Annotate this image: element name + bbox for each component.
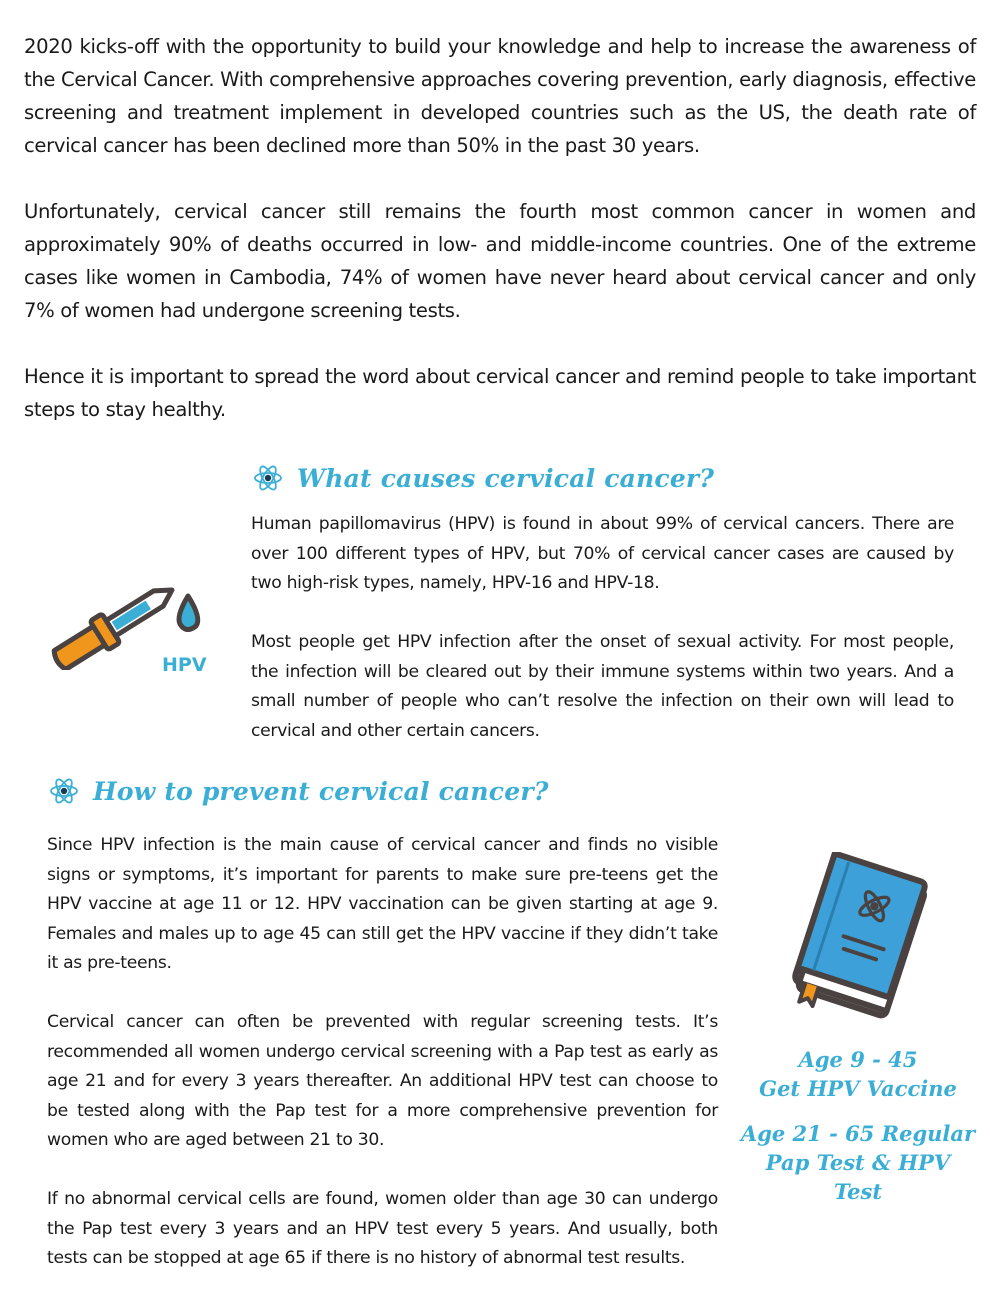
side-note-screening <box>740 1119 976 1206</box>
causes-heading-text: What causes cervical cancer? <box>297 463 715 493</box>
side-note-screening-line2: Pap Test & HPV Test <box>765 1150 951 1204</box>
prevent-paragraph-1: Since HPV infection is the main cause of cervical cancer and finds no visible signs or symptoms, it’s important for parents to make sure pre-teens get the HPV vaccine at age 11 or 12. HPV vaccination can be given starting at age 9. Females and males up to age 45 can still get the HPV vaccine if they didn’t take it as pre-teens. <box>47 835 718 973</box>
intro-paragraph-1: 2020 kicks-off with the opportunity to build your knowledge and help to increase the awareness of the Cervical Cancer. With comprehensive approaches covering prevention, early diagnosis, effective screening and treatment implement in developed countries such as the US, the death rate of cervical cancer has been declined more than 50% in the past 30 years. <box>24 35 976 157</box>
causes-paragraph-1: Human papillomavirus (HPV) is found in about 99% of cervical cancers. There are over 100 different types of HPV, but 70% of cervical cancer cases are caused by two high-risk types, namely, HPV-16 and HPV-18. <box>251 514 954 593</box>
book-icon <box>782 852 942 1024</box>
causes-heading <box>253 463 714 493</box>
prevent-heading-text: How to prevent cervical cancer? <box>93 776 549 806</box>
side-note-vaccine-line1: Age 9 - 45 <box>798 1047 918 1072</box>
side-note-vaccine-line2: Get HPV Vaccine <box>759 1076 957 1101</box>
prevent-paragraph-3: If no abnormal cervical cells are found, women older than age 30 can undergo the Pap test every 3 years and an HPV test every 5 years. And usually, both tests can be stopped at age 65 if there is no history of abnormal test results. <box>47 1189 718 1268</box>
causes-paragraph-2: Most people get HPV infection after the onset of sexual activity. For most people, the infection will be cleared out by their immune systems within two years. And a small number of people who can’t resolve the infection on their own will lead to cervical and other certain cancers. <box>251 632 954 741</box>
prevent-paragraph-2: Cervical cancer can often be prevented with regular screening tests. It’s recommended all women undergo cervical screening with a Pap test as early as age 21 and for every 3 years thereafter. An additional HPV test can choose to be tested along with the Pap test for a more comprehensive prevention for women who are aged between 21 to 30. <box>47 1012 718 1150</box>
hpv-label: HPV <box>162 654 207 676</box>
intro-paragraph-2: Unfortunately, cervical cancer still remains the fourth most common cancer in women and approximately 90% of deaths occurred in low- and middle-income countries. One of the extreme cases like women in Cambodia, 74% of women have never heard about cervical cancer and only 7% of women had undergone screening tests. <box>24 200 976 322</box>
causes-section <box>251 510 954 776</box>
prevent-heading <box>49 776 549 806</box>
atom-icon <box>49 776 79 806</box>
intro-section <box>24 30 976 459</box>
side-note-screening-line1: Age 21 - 65 Regular <box>740 1121 976 1146</box>
side-note-vaccine <box>740 1045 976 1103</box>
prevent-section <box>47 831 718 1303</box>
atom-icon <box>253 463 283 493</box>
intro-paragraph-3: Hence it is important to spread the word about cervical cancer and remind people to take important steps to stay healthy. <box>24 365 976 421</box>
